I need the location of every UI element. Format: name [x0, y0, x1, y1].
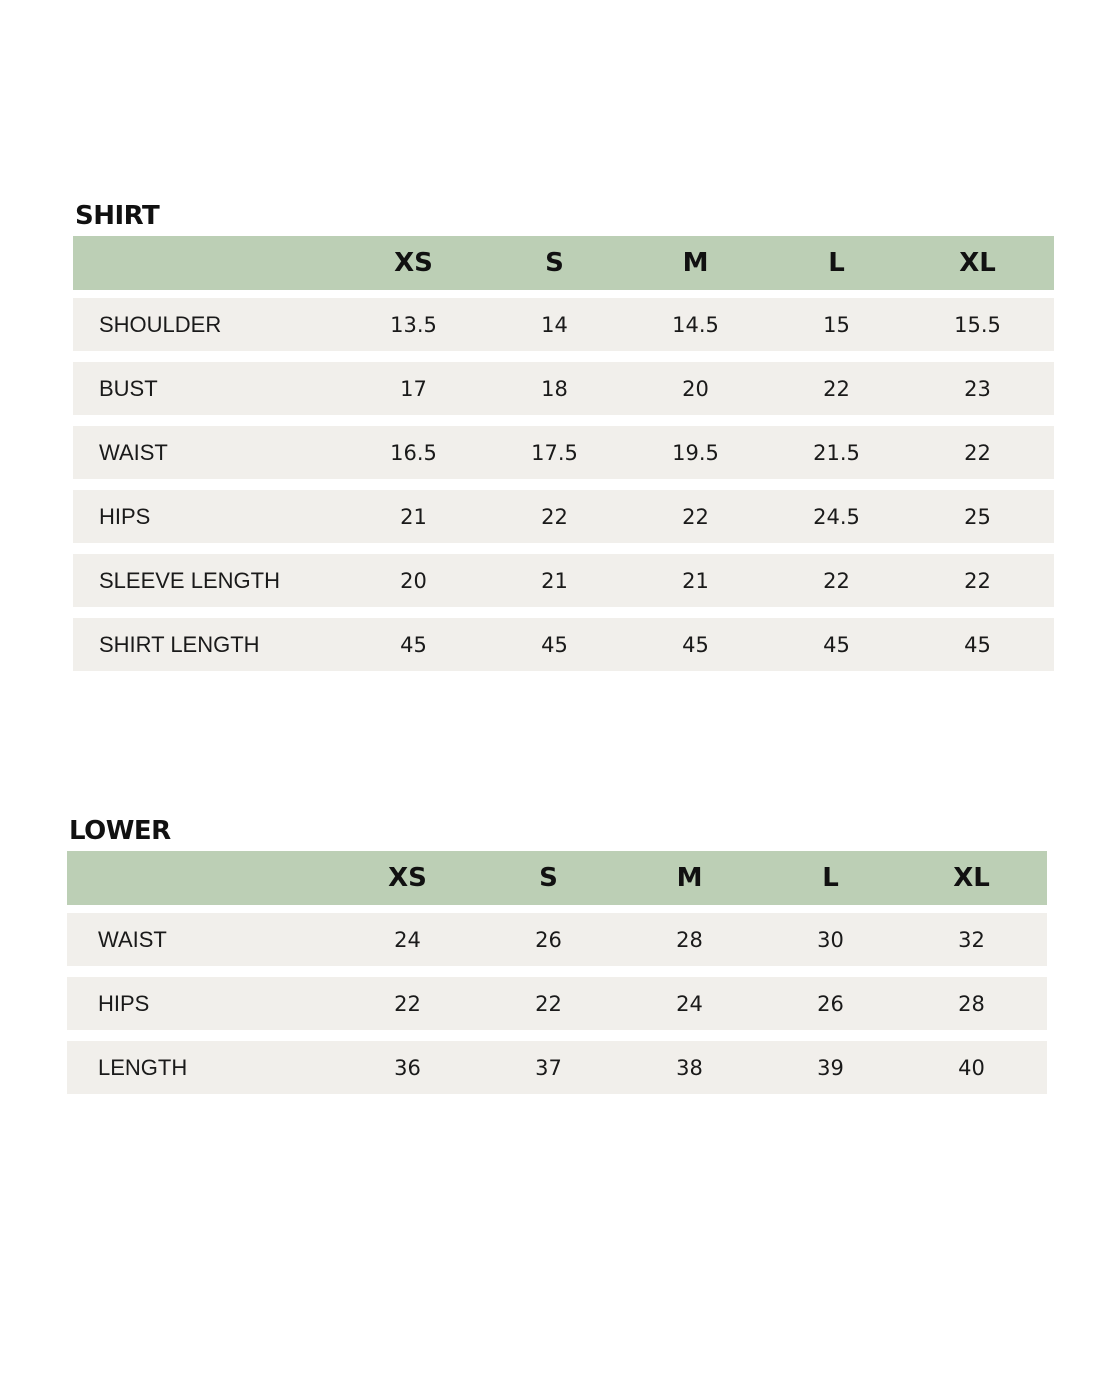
- table-row: [73, 298, 1054, 351]
- table-cell: 37: [535, 1055, 562, 1080]
- table-cell: 39: [817, 1055, 844, 1080]
- table-row: [67, 913, 1047, 966]
- table-cell: 22: [541, 504, 568, 529]
- table-row: [67, 977, 1047, 1030]
- table-cell: 22: [535, 991, 562, 1016]
- table-cell: 45: [964, 632, 991, 657]
- row-label: SLEEVE LENGTH: [99, 567, 280, 593]
- row-label: SHOULDER: [99, 311, 222, 337]
- size-xl-header: XL: [953, 863, 990, 893]
- table-cell: 15.5: [954, 312, 1001, 337]
- row-label: HIPS: [98, 990, 150, 1016]
- table-cell: 22: [682, 504, 709, 529]
- table-row: [73, 362, 1054, 415]
- table-cell: 22: [964, 568, 991, 593]
- table-cell: 23: [964, 376, 991, 401]
- table-cell: 22: [394, 991, 421, 1016]
- table-cell: 13.5: [390, 312, 437, 337]
- lower-table-title: LOWER: [69, 816, 171, 846]
- table-cell: 20: [682, 376, 709, 401]
- row-label: HIPS: [99, 503, 151, 529]
- table-cell: 17.5: [531, 440, 578, 465]
- row-label: WAIST: [99, 439, 168, 465]
- table-cell: 26: [817, 991, 844, 1016]
- size-xs-header: XS: [388, 863, 427, 893]
- size-xl-header: XL: [959, 248, 996, 278]
- table-row: [67, 1041, 1047, 1094]
- size-s-header: S: [539, 863, 558, 893]
- table-cell: 22: [823, 376, 850, 401]
- table-cell: 21.5: [813, 440, 860, 465]
- shirt-size-table: [73, 200, 1054, 682]
- table-cell: 24: [394, 927, 421, 952]
- table-cell: 24: [676, 991, 703, 1016]
- table-cell: 14.5: [672, 312, 719, 337]
- table-cell: 21: [400, 504, 427, 529]
- table-cell: 25: [964, 504, 991, 529]
- size-l-header: L: [822, 863, 839, 893]
- shirt-table-title: SHIRT: [75, 201, 160, 231]
- table-cell: 15: [823, 312, 850, 337]
- table-row: [73, 490, 1054, 543]
- table-cell: 21: [541, 568, 568, 593]
- table-cell: 17: [400, 376, 427, 401]
- row-label: WAIST: [98, 926, 167, 952]
- table-cell: 26: [535, 927, 562, 952]
- table-cell: 30: [817, 927, 844, 952]
- table-cell: 45: [541, 632, 568, 657]
- table-cell: 40: [958, 1055, 985, 1080]
- table-row: [73, 618, 1054, 671]
- table-cell: 20: [400, 568, 427, 593]
- table-cell: 22: [823, 568, 850, 593]
- size-m-header: M: [682, 248, 709, 278]
- table-cell: 32: [958, 927, 985, 952]
- table-cell: 45: [682, 632, 709, 657]
- table-cell: 14: [541, 312, 568, 337]
- table-cell: 28: [958, 991, 985, 1016]
- table-cell: 24.5: [813, 504, 860, 529]
- table-cell: 36: [394, 1055, 421, 1080]
- table-cell: 28: [676, 927, 703, 952]
- size-s-header: S: [545, 248, 564, 278]
- row-label: BUST: [99, 375, 158, 401]
- row-label: LENGTH: [98, 1054, 188, 1080]
- table-cell: 22: [964, 440, 991, 465]
- table-cell: 18: [541, 376, 568, 401]
- table-cell: 19.5: [672, 440, 719, 465]
- table-row: [73, 426, 1054, 479]
- lower-size-table: [67, 815, 1047, 1105]
- table-cell: 21: [682, 568, 709, 593]
- size-xs-header: XS: [394, 248, 433, 278]
- size-m-header: M: [676, 863, 703, 893]
- table-cell: 16.5: [390, 440, 437, 465]
- table-cell: 45: [823, 632, 850, 657]
- row-label: SHIRT LENGTH: [99, 631, 260, 657]
- shirt-header-row: [73, 236, 1054, 290]
- lower-header-row: [67, 851, 1047, 905]
- table-row: [73, 554, 1054, 607]
- table-cell: 45: [400, 632, 427, 657]
- size-l-header: L: [828, 248, 845, 278]
- table-cell: 38: [676, 1055, 703, 1080]
